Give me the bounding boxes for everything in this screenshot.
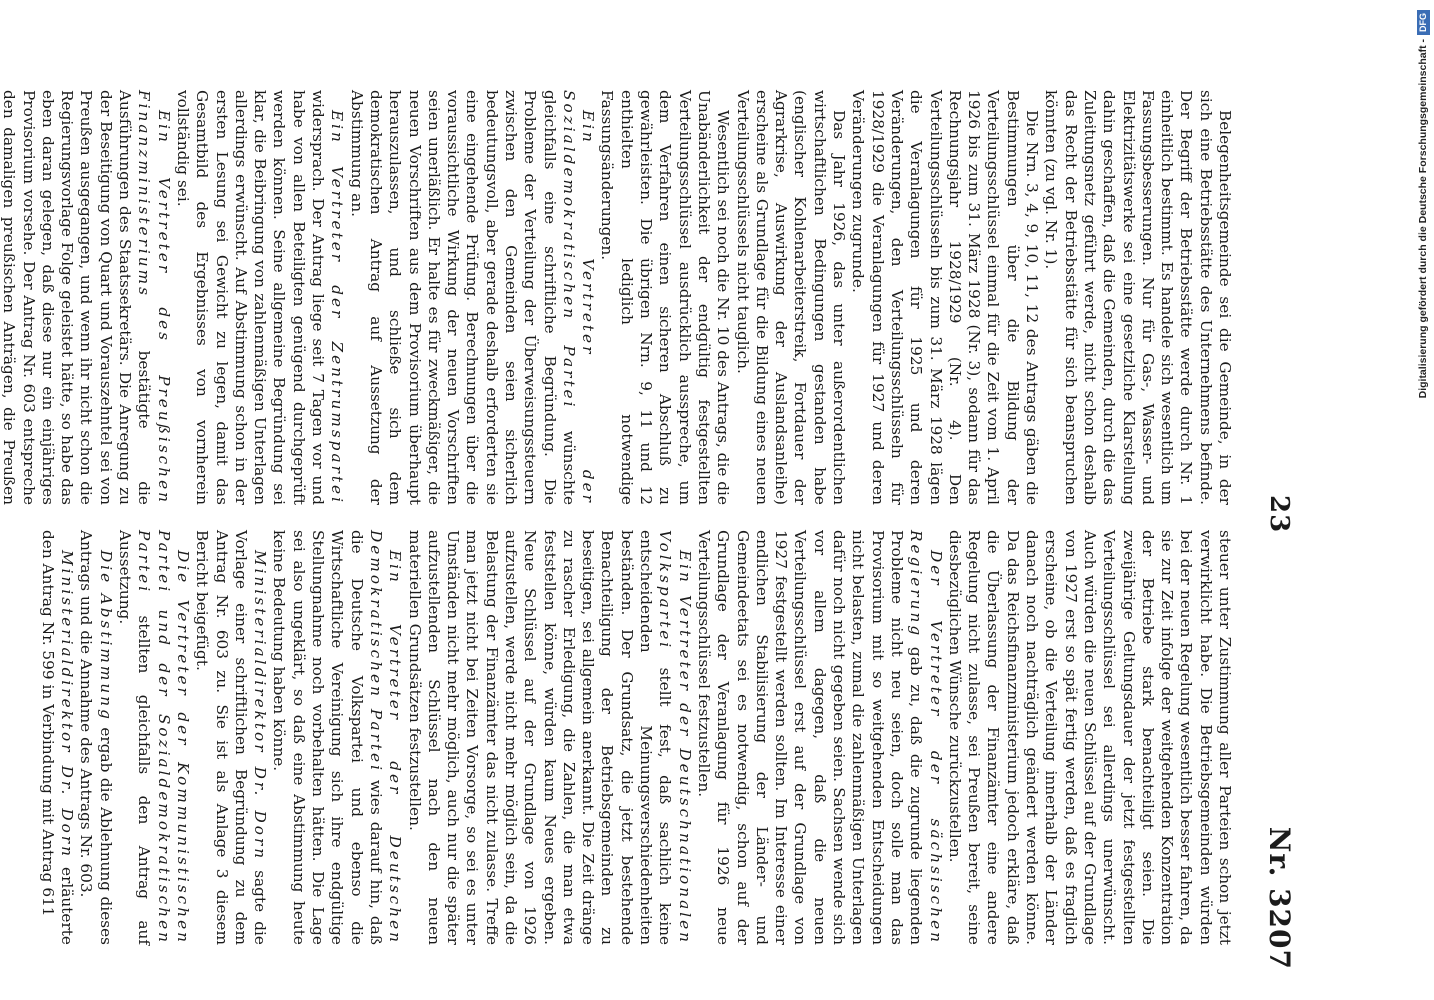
paragraph [404, 530, 693, 945]
speaker-name: Ein Vertreter des Preußischen Finanzministeriums [135, 90, 173, 505]
paragraph [269, 530, 404, 945]
text-column-right [38, 530, 1234, 945]
paragraph [732, 90, 848, 505]
speaker-name: Ein Vertreter der Zentrumspartei [328, 110, 347, 505]
dfg-logo: DFG [1417, 10, 1430, 35]
speaker-name: Ein Vertreter der Deutschnationalen Volkspartei [656, 530, 694, 945]
paragraph-text: steuer unter Zustimmung aller Parteien schon jetzt verwirklicht habe. Die Betriebsgemeinden würden bei der neuen Regelung wesentlich besser fahren, da sie zur Zeit infolge der weitgehenden Konzentration der Betriebe stark benachteiligt seien. Die zweijährige Geltungsdauer der jetzt festgestellten Verteilungsschlüssel sei allerdings unerwünscht. Auch würden die neuen Schlüssel auf der Grundlage von 1927 erst so spät fertig werden, daß es fraglich erscheine, ob die Verteilung innerhalb der Länder danach noch nachträglich geändert werden könne. Da das Reichsfinanzministerium jedoch erkläre, daß die Überlassung der Finanzämter eine andere Regelung nicht zulasse, sei Preußen bereit, seine diesbezüglichen Wünsche zurückzustellen. [945, 530, 1234, 945]
speaker-name: Ein Vertreter der Sozialdemokratischen Partei [559, 90, 598, 505]
paragraph [38, 530, 77, 945]
paragraph-text: wies darauf hin, daß die Deutsche Volkspartei und ebenso die Wirtschaftliche Vereinigung sich ihre endgültige Stellungnahme noch vorbehalten hätten. Die Lage sei also ungeklärt, so daß eine Abstimmung heute keine Bedeutung haben könne. [270, 530, 385, 945]
paragraph [1041, 90, 1234, 505]
paragraph-text: widersprach. Der Antrag liege seit 7 Tagen vor und habe von allen Beteiligten genügend durchgeprüft werden können. Seine allgemeine Begründung sei klar, die Beibringung von zahlenmäßigen Unterlagen allerdings erwünscht. Auf Abstimmung schon in der ersten Lesung sei Gewicht zu legen, damit das Gesamtbild des Ergebnisses von vornherein vollständig sei. [173, 90, 328, 505]
speaker-name: Die Abstimmung [96, 550, 115, 722]
paragraph-text: bestätigte die Ausführungen des Staatssekretärs. Die Anregung zu der Beseitigung von Quart und Vorauszehntel sei von Preußen ausgegangen, und wenn ihr nicht schon die Regierungsvorlage Folge geleistet hätte, so habe das eben daran gelegen, daß diese nur ein einjähriges Provisorium vorsehe. Der Antrag Nr. 603 entspreche den damaligen preußischen Anträgen, die Preußen [0, 90, 154, 505]
speaker-name: Ministerialdirektor Dr. Dorn [251, 550, 270, 862]
paragraph [694, 530, 945, 945]
paragraph-text: Das Jahr 1926, das unter außerordentlichen wirtschaftlichen Bedingungen gestanden habe (englischer Kohlenarbeiterstreik, Fortdauer der Agrarkrise, Auswirkung der Auslandsanleihe) erscheine als Grundlage für die Bildung eines neuen Verteilungsschlüssels nicht tauglich. [733, 90, 849, 505]
digitization-credit [1415, 10, 1431, 995]
paragraph [173, 90, 347, 505]
paragraph-text: gab zu, daß die zugrunde liegenden Probleme nicht neu seien, doch solle man das Provisorium mit so weitgehenden Entscheidungen nicht belasten, zumal die zahlenmäßigen Unterlagen dafür noch nicht gegeben seien. Sachsen wende sich vor allem dagegen, daß die neuen Verteilungsschlüssel erst auf der Grundlage von 1927 festgestellt werden sollten. Im Interesse einer endlichen Stabilisierung der Länder- und Gemeindeetats sei es notwendig, schon auf der Grundlage der Veranlagung für 1926 neue Verteilungsschlüssel festzustellen. [694, 530, 926, 945]
paragraph [76, 530, 115, 945]
paragraph [346, 90, 597, 505]
page-header [1240, 90, 1300, 970]
paragraph-text: Belegenheitsgemeinde sei die Gemeinde, in der sich eine Betriebsstätte des Unternehmens befinde. Der Begriff der Betriebsstätte werde durch Nr. 1 einheitlich bestimmt. Es handele sich wesentlich um Fassungsbesserungen. Nur für Gas-, Wasser- und Elektrizitätswerke sei eine gesetzliche Klarstellung dahin geschaffen, daß die Gemeinden, durch die das Zuleitungsnetz geführt werde, nicht schon deshalb das Recht der Betriebsstätte für sich beanspruchen könnten (zu vgl. Nr. 1). [1042, 90, 1234, 505]
paragraph [192, 530, 269, 945]
paragraph-text: ergab die Ablehnung dieses Antrags und die Annahme des Antrags Nr. 603. [77, 530, 115, 945]
page-number: 23 [1264, 495, 1294, 534]
speaker-name: Ministerialdirektor Dr. Dorn [58, 550, 77, 860]
paragraph-text: Wesentlich sei noch die Nr. 10 des Antrags, die die Unabänderlichkeit der endgültig festgestellten Verteilungsschlüssel ausdrücklich ausspreche, um dem Verfahren einen sicheren Abschluß zu gewährleisten. Die übrigen Nrn. 9, 11 und 12 enthielten lediglich notwendige Fassungsänderungen. [598, 90, 733, 505]
paragraph-text: stellt fest, daß sachlich keine entscheidenden Meinungsverschiedenheiten beständen. Der Grundsatz, die jetzt bestehende Benachteiligung der Betriebsgemeinden zu beseitigen, sei allgemein anerkannt. Die Zeit dränge zu rascher Erledigung, die Zahlen, die man etwa feststellen könne, würden kaum Neues ergeben. Neue Schlüssel auf der Grundlage von 1926 aufzustellen, werde nicht mehr möglich sein, da die Belastung der Finanzämter das nicht zulasse. Treffe man jetzt nicht bei Zeiten Vorsorge, so sei es unter Umständen nicht mehr möglich, auch nur die später aufzustellenden Schlüssel nach den neuen materiellen Grundsätzen festzustellen. [405, 530, 675, 945]
paragraph-text: wünschte gleichfalls eine schriftliche Begründung. Die Probleme der Verteilung der Überweisungssteuern zwischen den Gemeinden seien sicherlich bedeutungsvoll, aber gerade deshalb erforderten sie eine eingehende Prüfung. Berechnungen über die voraussichtliche Wirkung der neuen Vorschriften seien unerläßlich. Er halte es für zweckmäßiger, die neuen Vorschriften aus dem Provisorium überhaupt herauszulassen, und schließe sich dem demokratischen Antrag auf Aussetzung der Abstimmung an. [347, 90, 578, 505]
document-number: Nr. 3207 [1263, 826, 1296, 970]
paragraph [115, 530, 192, 945]
paragraph [945, 530, 1234, 945]
credit-text-line [1415, 10, 1431, 995]
text-column-left [0, 90, 1234, 505]
speaker-name: Ein Vertreter der Deutschen Demokratischen Partei [366, 530, 405, 945]
credit-attribution-text: Digitalisierung gefördert durch die Deutsche Forschungsgemeinschaft - [1417, 39, 1429, 399]
paragraph-text: Die Nrn. 3, 4, 9, 10, 11, 12 des Antrags gäben die Bestimmungen über die Bildung der Verteilungsschlüssel einmal für die Zeit vom 1. April 1926 bis zum 31. März 1928 (Nr. 3), sodann für das Rechnungsjahr 1928/1929 (Nr. 4). Den Verteilungsschlüsseln bis zum 31. März 1928 lägen die Veranlagungen für 1925 und deren Veränderungen, den Verteilungsschlüsseln für 1928/1929 die Veranlagungen für 1927 und deren Veränderungen zugrunde. [849, 90, 1042, 505]
paragraph [848, 90, 1041, 505]
document-sheet [0, 90, 1300, 970]
paragraph [597, 90, 732, 505]
speaker-name: Der Vertreter der sächsischen Regierung [907, 530, 945, 945]
paragraph [0, 90, 173, 505]
speaker-name: Die Vertreter der Kommunistischen Partei und der Sozialdemokratischen Partei [135, 530, 192, 945]
paragraph-text: sagte die Vorlage einer schriftlichen Begründung zu dem Antrag Nr. 603 zu. Sie ist als Anlage 3 diesem Bericht beigefügt. [193, 530, 270, 945]
paragraph-text: stellten gleichfalls den Antrag auf Aussetzung. [116, 530, 154, 945]
paragraph-text: erläuterte den Antrag Nr. 599 in Verbindung mit Antrag 611 [38, 530, 77, 945]
